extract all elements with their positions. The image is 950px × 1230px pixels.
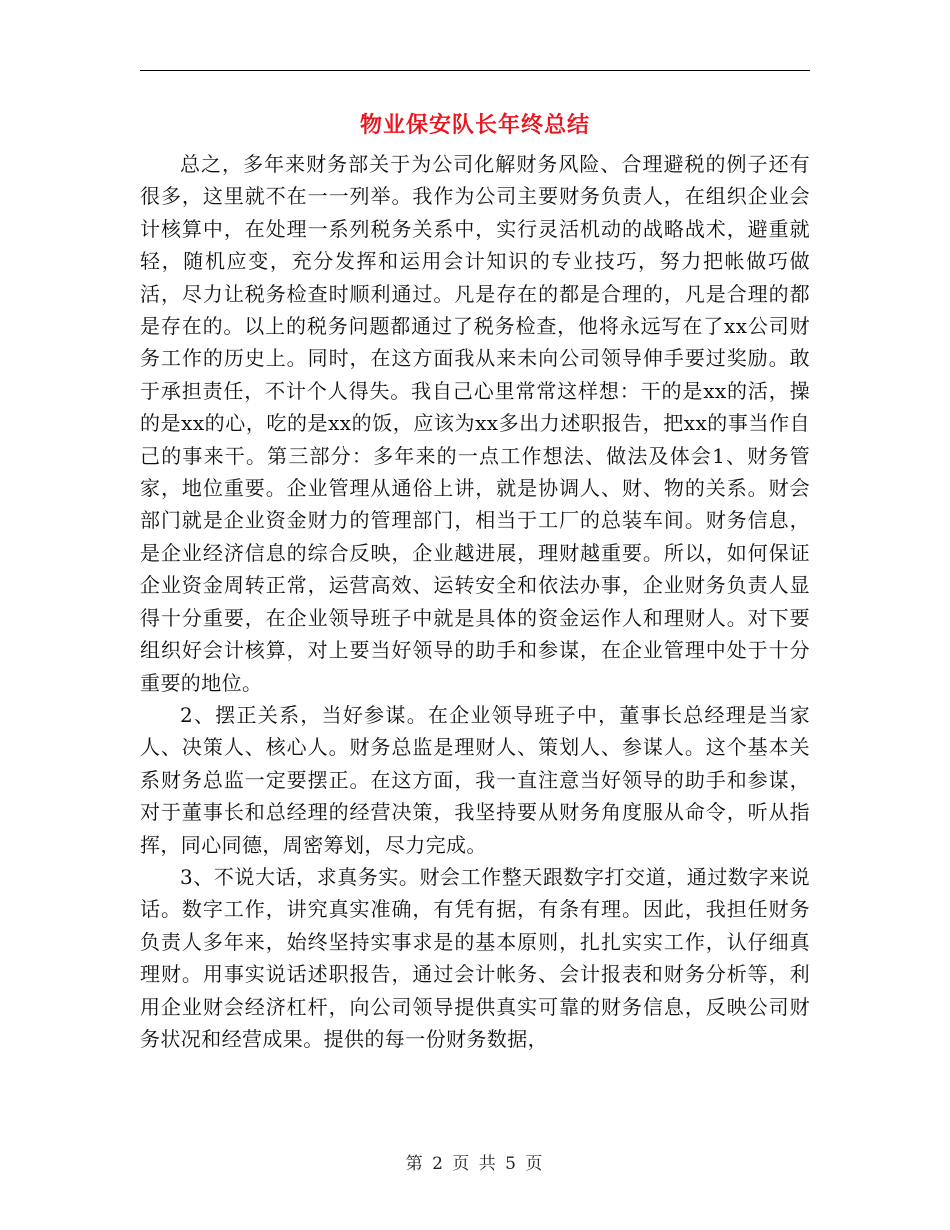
page-number: 第 2 页 共 5 页 <box>405 1154 545 1174</box>
paragraph-2: 2、摆正关系，当好参谋。在企业领导班子中，董事长总经理是当家人、决策人、核心人。财务总监是理财人、策划人、参谋人。这个基本关系财务总监一定要摆正。在这方面，我一直注意当好领导的助手和参谋，对于董事长和总经理的经营决策，我坚持要从财务角度服从命令，听从指挥，同心同德，周密筹划，尽力完成。 <box>140 702 810 857</box>
paragraph-1: 总之，多年来财务部关于为公司化解财务风险、合理避税的例子还有很多，这里就不在一一列举。我作为公司主要财务负责人，在组织企业会计核算中，在处理一系列税务关系中，实行灵活机动的战略战术，避重就轻，随机应变，充分发挥和运用会计知识的专业技巧，努力把帐做巧做活，尽力让税务检查时顺利通过。凡是存在的都是合理的，凡是合理的都是存在的。以上的税务问题都通过了税务检查，他将永远写在了xx公司财务工作的历史上。同时，在这方面我从来未向公司领导伸手要过奖励。敢于承担责任，不计个人得失。我自己心里常常这样想：干的是xx的活，操的是xx的心，吃的是xx的饭，应该为xx多出力述职报告，把xx的事当作自己的事来干。第三部分：多年来的一点工作想法、做法及体会1、财务管家，地位重要。企业管理从通俗上讲，就是协调人、财、物的关系。财会部门就是企业资金财力的管理部门，相当于工厂的总装车间。财务信息，是企业经济信息的综合反映，企业越进展，理财越重要。所以，如何保证企业资金周转正常，运营高效、运转安全和依法办事，企业财务负责人显得十分重要，在企业领导班子中就是具体的资金运作人和理财人。对下要组织好会计核算，对上要当好领导的助手和参谋，在企业管理中处于十分重要的地位。 <box>140 152 810 695</box>
paragraph-3: 3、不说大话，求真务实。财会工作整天跟数字打交道，通过数字来说话。数字工作，讲究真实准确，有凭有据，有条有理。因此，我担任财务负责人多年来，始终坚持实事求是的基本原则，扎扎实实工作，认仔细真理财。用事实说话述职报告，通过会计帐务、会计报表和财务分析等，利用企业财会经济杠杆，向公司领导提供真实可靠的财务信息，反映公司财务状况和经营成果。提供的每一份财务数据， <box>140 864 810 1051</box>
document-title: 物业保安队长年终总结 <box>359 112 590 138</box>
document-body <box>140 148 810 1055</box>
header-rule <box>140 70 810 71</box>
